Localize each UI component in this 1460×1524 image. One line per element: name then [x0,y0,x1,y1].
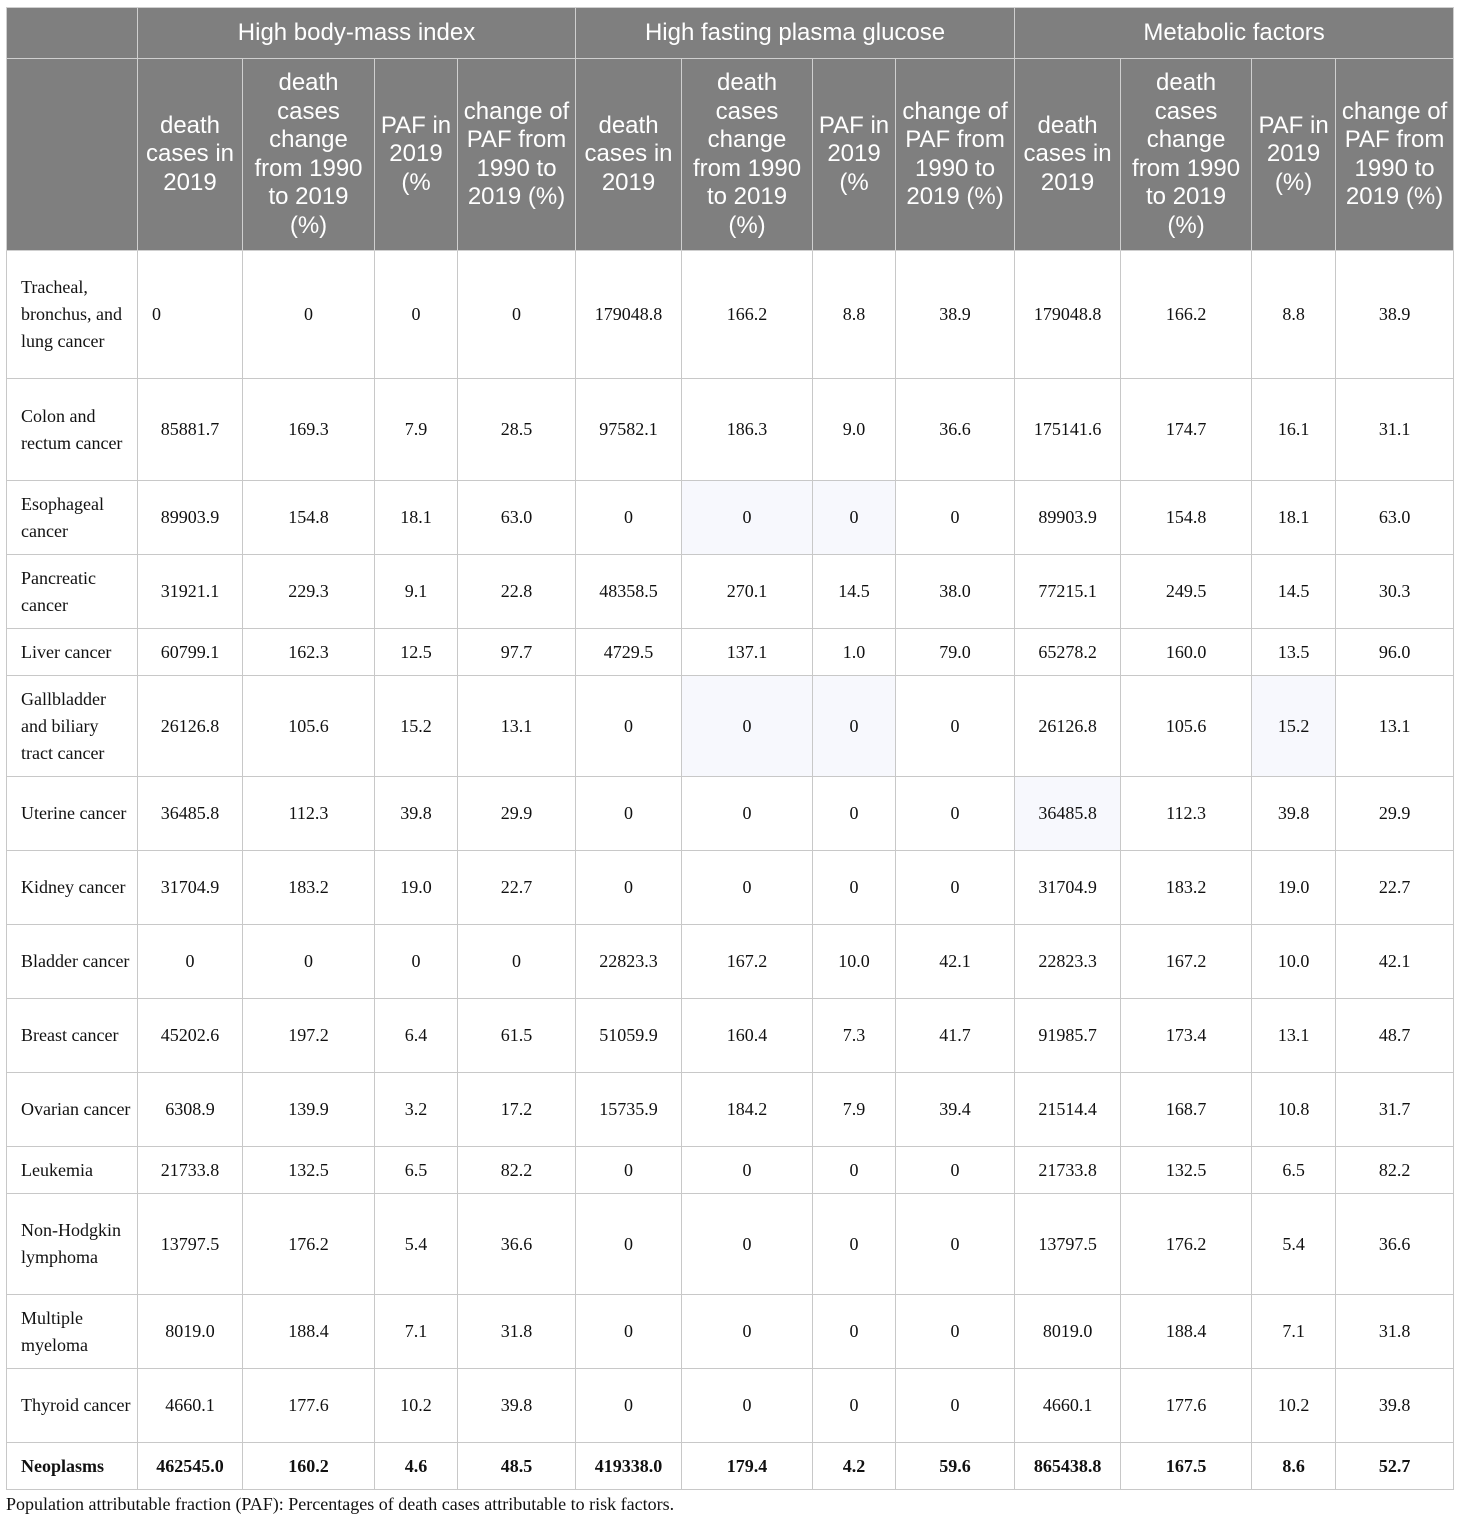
total-row [7,1443,1454,1490]
table-cell: 82.2 [1336,1147,1454,1194]
row-label: Thyroid cancer [7,1369,138,1443]
table-cell: 18.1 [1252,481,1336,555]
table-cell: 0 [896,1295,1015,1369]
row-label: Neoplasms [7,1443,138,1490]
table-cell: 31.8 [1336,1295,1454,1369]
table-cell: 31704.9 [138,851,243,925]
table-cell: 22823.3 [576,925,682,999]
row-label: Gallbladder and biliary tract cancer [7,676,138,777]
table-cell: 0 [896,481,1015,555]
table-cell: 7.3 [813,999,896,1073]
table-cell: 22823.3 [1015,925,1121,999]
table-cell: 38.9 [896,251,1015,379]
table-row [7,481,1454,555]
table-row [7,999,1454,1073]
table-cell: 0 [682,1295,813,1369]
table-cell: 39.4 [896,1073,1015,1147]
table-cell: 85881.7 [138,379,243,481]
row-label: Multiple myeloma [7,1295,138,1369]
table-cell: 89903.9 [138,481,243,555]
table-cell: 9.0 [813,379,896,481]
table-row [7,555,1454,629]
table-cell: 179048.8 [576,251,682,379]
group-header: High fasting plasma glucose [576,8,1015,59]
table-cell: 179.4 [682,1443,813,1490]
table-cell: 0 [576,1194,682,1295]
table-cell: 167.2 [682,925,813,999]
row-label: Non-Hodgkin lymphoma [7,1194,138,1295]
table-cell: 0 [813,676,896,777]
table-cell: 175141.6 [1015,379,1121,481]
table-cell: 176.2 [243,1194,375,1295]
table-cell: 96.0 [1336,629,1454,676]
table-cell: 188.4 [1121,1295,1252,1369]
table-cell: 36.6 [1336,1194,1454,1295]
table-cell: 91985.7 [1015,999,1121,1073]
table-cell: 0 [458,925,576,999]
table-cell: 112.3 [1121,777,1252,851]
table-cell: 0 [682,851,813,925]
table-cell: 0 [813,481,896,555]
column-header: death cases in 2019 [576,59,682,251]
table-cell: 229.3 [243,555,375,629]
row-label: Pancreatic cancer [7,555,138,629]
table-row [7,1194,1454,1295]
table-cell: 8.8 [1252,251,1336,379]
table-cell: 0 [813,1194,896,1295]
row-label: Colon and rectum cancer [7,379,138,481]
table-cell: 14.5 [1252,555,1336,629]
table-cell: 0 [576,777,682,851]
table-cell: 0 [813,1147,896,1194]
row-label: Kidney cancer [7,851,138,925]
table-cell: 63.0 [1336,481,1454,555]
table-cell: 10.8 [1252,1073,1336,1147]
table-cell: 15.2 [1252,676,1336,777]
data-table [6,7,1454,1490]
table-cell: 60799.1 [138,629,243,676]
table-cell: 0 [576,676,682,777]
table-cell: 89903.9 [1015,481,1121,555]
table-cell: 0 [896,1369,1015,1443]
column-header: change of PAF from 1990 to 2019 (%) [1336,59,1454,251]
table-cell: 31.8 [458,1295,576,1369]
table-cell: 7.1 [375,1295,458,1369]
table-cell: 0 [576,481,682,555]
table-cell: 183.2 [243,851,375,925]
table-cell: 30.3 [1336,555,1454,629]
table-row [7,676,1454,777]
table-cell: 0 [682,777,813,851]
table-cell: 36.6 [458,1194,576,1295]
table-cell: 22.8 [458,555,576,629]
table-cell: 9.1 [375,555,458,629]
table-cell: 0 [813,1295,896,1369]
table-cell: 82.2 [458,1147,576,1194]
table-cell: 10.2 [1252,1369,1336,1443]
row-label: Esophageal cancer [7,481,138,555]
table-cell: 31921.1 [138,555,243,629]
row-label: Liver cancer [7,629,138,676]
table-cell: 48.5 [458,1443,576,1490]
table-cell: 18.1 [375,481,458,555]
table-cell: 19.0 [1252,851,1336,925]
table-cell: 45202.6 [138,999,243,1073]
table-cell: 7.1 [1252,1295,1336,1369]
table-row [7,379,1454,481]
table-cell: 139.9 [243,1073,375,1147]
column-header: PAF in 2019 (% [375,59,458,251]
table-row [7,251,1454,379]
group-header: Metabolic factors [1015,8,1454,59]
table-cell: 42.1 [896,925,1015,999]
table-cell: 6308.9 [138,1073,243,1147]
row-label: Uterine cancer [7,777,138,851]
column-header: death cases change from 1990 to 2019 (%) [1121,59,1252,251]
table-cell: 7.9 [375,379,458,481]
table-cell: 39.8 [458,1369,576,1443]
table-cell: 13.1 [1336,676,1454,777]
column-header: change of PAF from 1990 to 2019 (%) [458,59,576,251]
table-cell: 0 [896,676,1015,777]
table-cell: 38.9 [1336,251,1454,379]
table-cell: 17.2 [458,1073,576,1147]
table-cell: 13.1 [458,676,576,777]
table-cell: 168.7 [1121,1073,1252,1147]
table-cell: 8.8 [813,251,896,379]
table-cell: 3.2 [375,1073,458,1147]
table-cell: 13.1 [1252,999,1336,1073]
footnote: Population attributable fraction (PAF): Percentages of death cases attributable to risk factors. [6,1494,675,1514]
table-cell: 462545.0 [138,1443,243,1490]
table-cell: 7.9 [813,1073,896,1147]
table-cell: 21733.8 [138,1147,243,1194]
table-cell: 48358.5 [576,555,682,629]
group-header-row [7,8,1454,59]
table-cell: 15.2 [375,676,458,777]
table-row [7,1073,1454,1147]
table-cell: 0 [682,1194,813,1295]
table-cell: 0 [813,851,896,925]
column-header: death cases change from 1990 to 2019 (%) [243,59,375,251]
table-cell: 176.2 [1121,1194,1252,1295]
table-cell: 177.6 [1121,1369,1252,1443]
table-cell: 0 [682,676,813,777]
table-cell: 77215.1 [1015,555,1121,629]
table-cell: 21733.8 [1015,1147,1121,1194]
table-row [7,851,1454,925]
table-cell: 0 [682,1369,813,1443]
table-cell: 13.5 [1252,629,1336,676]
table-cell: 59.6 [896,1443,1015,1490]
table-cell: 51059.9 [576,999,682,1073]
table-cell: 0 [243,925,375,999]
table-cell: 0 [138,251,243,379]
table-cell: 184.2 [682,1073,813,1147]
table-cell: 0 [458,251,576,379]
table-cell: 4729.5 [576,629,682,676]
table-cell: 28.5 [458,379,576,481]
row-label: Bladder cancer [7,925,138,999]
table-cell: 8019.0 [1015,1295,1121,1369]
table-cell: 167.2 [1121,925,1252,999]
table-cell: 132.5 [243,1147,375,1194]
column-header: change of PAF from 1990 to 2019 (%) [896,59,1015,251]
table-cell: 31.7 [1336,1073,1454,1147]
table-cell: 97582.1 [576,379,682,481]
corner-cell [7,59,138,251]
table-cell: 0 [576,1147,682,1194]
table-cell: 5.4 [1252,1194,1336,1295]
row-label: Leukemia [7,1147,138,1194]
table-cell: 39.8 [375,777,458,851]
table-cell: 31.1 [1336,379,1454,481]
table-cell: 61.5 [458,999,576,1073]
table-cell: 197.2 [243,999,375,1073]
table-cell: 52.7 [1336,1443,1454,1490]
table-cell: 97.7 [458,629,576,676]
table-cell: 0 [576,1295,682,1369]
table-cell: 36485.8 [1015,777,1121,851]
table-cell: 22.7 [1336,851,1454,925]
table-cell: 5.4 [375,1194,458,1295]
column-header: death cases in 2019 [138,59,243,251]
row-label: Tracheal, bronchus, and lung cancer [7,251,138,379]
table-cell: 42.1 [1336,925,1454,999]
column-header: death cases change from 1990 to 2019 (%) [682,59,813,251]
table-row [7,629,1454,676]
table-cell: 38.0 [896,555,1015,629]
table-cell: 865438.8 [1015,1443,1121,1490]
table-cell: 177.6 [243,1369,375,1443]
table-cell: 4.6 [375,1443,458,1490]
table-cell: 0 [813,777,896,851]
table-cell: 39.8 [1336,1369,1454,1443]
table-cell: 22.7 [458,851,576,925]
table-cell: 188.4 [243,1295,375,1369]
table-cell: 36485.8 [138,777,243,851]
table-cell: 8.6 [1252,1443,1336,1490]
table-cell: 41.7 [896,999,1015,1073]
table-body [7,251,1454,1490]
row-label: Ovarian cancer [7,1073,138,1147]
table-cell: 0 [682,481,813,555]
table-cell: 36.6 [896,379,1015,481]
table-cell: 26126.8 [1015,676,1121,777]
table-cell: 6.5 [375,1147,458,1194]
table-cell: 0 [896,1194,1015,1295]
table-header [7,8,1454,251]
table-row [7,1295,1454,1369]
table-cell: 0 [682,1147,813,1194]
table-cell: 21514.4 [1015,1073,1121,1147]
table-cell: 0 [375,925,458,999]
table-cell: 169.3 [243,379,375,481]
table-cell: 1.0 [813,629,896,676]
table-cell: 419338.0 [576,1443,682,1490]
table-cell: 132.5 [1121,1147,1252,1194]
table-cell: 160.4 [682,999,813,1073]
table-cell: 105.6 [243,676,375,777]
table-cell: 16.1 [1252,379,1336,481]
table-cell: 79.0 [896,629,1015,676]
table-cell: 6.5 [1252,1147,1336,1194]
column-header: PAF in 2019 (% [813,59,896,251]
table-cell: 183.2 [1121,851,1252,925]
table-cell: 0 [576,851,682,925]
table-cell: 48.7 [1336,999,1454,1073]
table-cell: 10.2 [375,1369,458,1443]
table-cell: 0 [243,251,375,379]
table-cell: 0 [576,1369,682,1443]
table-cell: 249.5 [1121,555,1252,629]
table-cell: 0 [896,851,1015,925]
table-cell: 31704.9 [1015,851,1121,925]
group-header: High body-mass index [138,8,576,59]
table-cell: 174.7 [1121,379,1252,481]
table-cell: 15735.9 [576,1073,682,1147]
column-header: death cases in 2019 [1015,59,1121,251]
table-cell: 179048.8 [1015,251,1121,379]
table-cell: 0 [896,1147,1015,1194]
table-cell: 4660.1 [1015,1369,1121,1443]
table-cell: 39.8 [1252,777,1336,851]
table-row [7,1369,1454,1443]
table-cell: 167.5 [1121,1443,1252,1490]
table-cell: 0 [813,1369,896,1443]
table-cell: 0 [138,925,243,999]
table-cell: 173.4 [1121,999,1252,1073]
table-cell: 10.0 [813,925,896,999]
table-cell: 4.2 [813,1443,896,1490]
corner-cell [7,8,138,59]
table-container [6,7,1453,1490]
table-cell: 13797.5 [138,1194,243,1295]
table-cell: 6.4 [375,999,458,1073]
table-cell: 10.0 [1252,925,1336,999]
table-cell: 8019.0 [138,1295,243,1369]
table-cell: 186.3 [682,379,813,481]
table-cell: 14.5 [813,555,896,629]
table-cell: 137.1 [682,629,813,676]
table-cell: 19.0 [375,851,458,925]
column-header-row [7,59,1454,251]
table-cell: 160.0 [1121,629,1252,676]
table-cell: 29.9 [458,777,576,851]
table-cell: 13797.5 [1015,1194,1121,1295]
table-cell: 166.2 [682,251,813,379]
table-row [7,777,1454,851]
table-cell: 154.8 [1121,481,1252,555]
table-cell: 160.2 [243,1443,375,1490]
table-cell: 112.3 [243,777,375,851]
row-label: Breast cancer [7,999,138,1073]
table-cell: 65278.2 [1015,629,1121,676]
table-cell: 162.3 [243,629,375,676]
table-row [7,925,1454,999]
table-cell: 166.2 [1121,251,1252,379]
table-cell: 29.9 [1336,777,1454,851]
table-cell: 0 [896,777,1015,851]
table-cell: 270.1 [682,555,813,629]
table-cell: 26126.8 [138,676,243,777]
table-cell: 154.8 [243,481,375,555]
table-cell: 12.5 [375,629,458,676]
table-row [7,1147,1454,1194]
table-cell: 105.6 [1121,676,1252,777]
column-header: PAF in 2019 (%) [1252,59,1336,251]
table-cell: 4660.1 [138,1369,243,1443]
table-cell: 63.0 [458,481,576,555]
table-cell: 0 [375,251,458,379]
